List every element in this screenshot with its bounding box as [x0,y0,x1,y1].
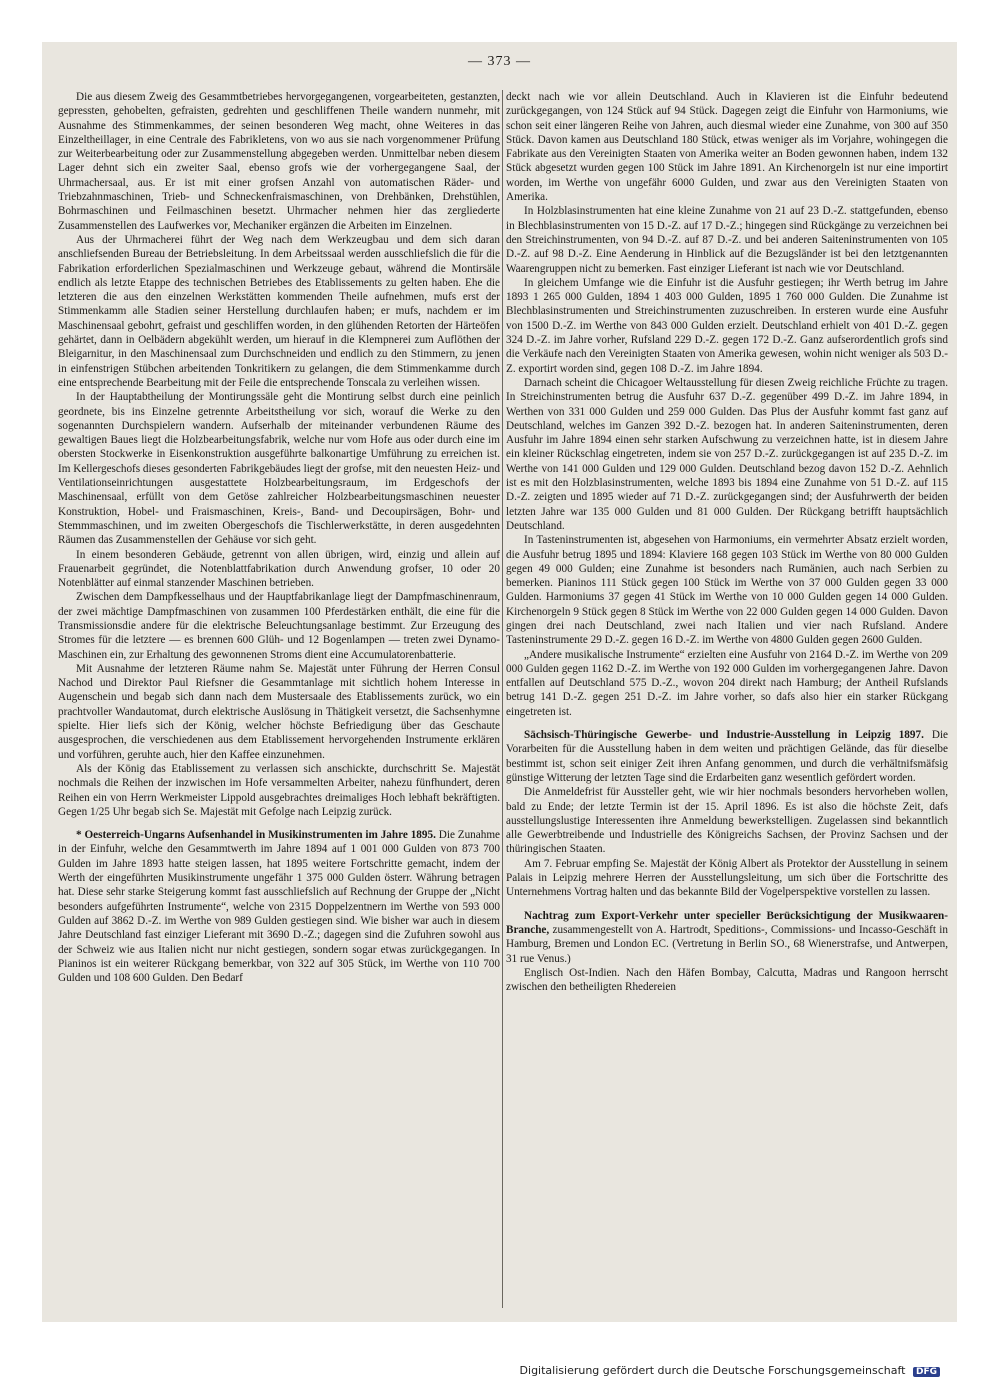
paragraph: In Holzblasinstrumenten hat eine kleine Zunahme von 21 auf 23 D.-Z. stattgefunden, ebenso in Blechblasinstrumenten von 15 D.-Z. auf 17 D.-Z.; hingegen sind Rückgänge zu verzeichnen bei den Streichinstrumenten, von 94 D.-Z. auf 87 D.-Z. und bei anderen Saiteninstrumenten von 105 D.-Z. auf 98 D.-Z. Eine Aenderung in Hinblick auf die Bezugsländer ist bei den letztgenannten Waarengruppen nicht zu bemerken. Fast einziger Lieferant ist nach wie vor Deutschland. [506,205,948,275]
article-text: Die Vorarbeiten für die Ausstellung haben in dem weiten und prächtigen Gelände, das für dieselbe bestimmt ist, schon seit einiger Zeit ihren Anfang genommen, und durch die verhältnifsmäfsig günstige Witterung der letzten Tage sind die Erdarbeiten ganz wesentlich gefördert worden. [506,729,948,784]
article-text: Die Zunahme in der Einfuhr, welche den Gesammtwerth im Jahre 1894 auf 1 001 000 Gulden von 873 700 Gulden im Jahre 1893 hatte steigen lassen, hat 1895 weitere Fortschritte gemacht, indem der Werth der eingeführten Musikinstrumente ungefähr 1 375 000 Gulden österr. Währung betragen hat. Diese sehr starke Steigerung kommt fast ausschliefslich auf Rechnung der Gruppe der „Nicht besonders aufgeführten Instrumente“, welche von 2315 Doppelzentnern im Werthe von 593 000 Gulden auf 3862 D.-Z. im Werthe von 989 Gulden gestiegen sind. Wie bisher war auch in diesem Jahre Deutschland fast einziger Lieferant mit 3690 D.-Z.; dagegen sind die Zufuhren sowohl aus der Schweiz wie aus Italien nicht nur nicht gestiegen, sondern sogar etwas zurückgegangen. In Pianinos ist ein weiterer Rückgang bemerkbar, von 322 auf 305 Stück, im Werthe von 110 700 Gulden und 108 600 Gulden. Den Bedarf [58,829,500,985]
paragraph: Die aus diesem Zweig des Gesammtbetriebes hervorgegangenen, vorgearbeiteten, gestanzten, gepressten, gehobelten, gefraisten, gedrehten und geschliffenen Theile wandern nunmehr, mit Ausnahme des Stimmenkammes, der seinen besonderen Weg macht, ohne Weiteres in das Einzeltheillager, in eine Centrale des Fabrikletens, von wo aus sie nach vorgenommener Prüfung zur Weiterbearbeitung oder zur Zusammenstellung abgegeben werden. Unmittelbar neben diesem Lager dehnt sich ein zweiter Saal, ebenso grofs wie der vorhergegangene Saal, der Uhrmachersaal, aus. Er ist mit einer grofsen Anzahl von automatischen Räder- und Triebzahnmaschinen, Trieb- und Schneckenfraismaschinen, von Drehbänken, Drehstühlen, Bohrmaschinen und Feilmaschinen besetzt. Uhrmacher nehmen hier das zergliederte Zusammenstellen des Laufwerkes vor, Mechaniker ergänzen die Arbeiten im Einzelnen. [58,91,500,232]
article-text: zusammengestellt von A. Hartrodt, Speditions-, Commissions- und Incasso-Geschäft in Hamburg, Bremen und London EC. (Vertretung in Berlin SO., 68 Wienerstrafse, und Antwerpen, 31 rue Venus.) [506,923,948,965]
paragraph: „Andere musikalische Instrumente“ erzielten eine Ausfuhr von 2164 D.-Z. im Werthe von 209 000 Gulden gegen 1162 D.-Z. im Werthe von 192 000 Gulden im vorhergegangenen Jahre. Davon entfallen auf Deutschland 575 D.-Z., wovon 204 direkt nach Hamburg; der Antheil Rufslands betrug 141 D.-Z. gegen 251 D.-Z. im Jahre vorher, so dafs also hier ein starker Rückgang eingetreten ist. [506,648,948,718]
spacer [506,719,948,728]
paragraph: Darnach scheint die Chicagoer Weltausstellung für diesen Zweig reichliche Früchte zu tragen. In Streichinstrumenten betrug die Ausfuhr 637 D.-Z. gegenüber 499 D.-Z. im Jahre 1894, in Werthen von 331 000 Gulden und 259 000 Gulden. Das Plus der Ausfuhr kommt fast ganz auf Deutschland, welches im Ganzen 392 D.-Z. bezogen hat. In anderen Saiteninstrumenten, deren Ausfuhr im Jahre 1894 einen sehr starken Aufschwung zu verzeichnen hatte, ist in diesem Jahre ein kleiner Rückschlag eingetreten, indem sie von 257 D.-Z. zurückgegangen ist auf 235 D.-Z. im Werthe von 141 000 Gulden und 129 000 Gulden. Deutschland bezog davon 152 D.-Z. Aehnlich ist es mit den Holzblasinstrumenten, welche 1893 bis 1894 eine Zunahme von 51 D.-Z. auf 115 D.-Z. zeigten und 1895 wieder auf 71 D.-Z. zurückgegangen sind; der Ausfuhrwerth der beiden letzten Jahre war 135 000 Gulden und 81 000 Gulden. Der Rückgang betrifft hauptsächlich Deutschland. [506,376,948,532]
article-headline: Sächsisch-Thüringische Gewerbe- und Industrie-Ausstellung in Leipzig 1897. [524,729,924,742]
right-column [506,90,948,1308]
paragraph: Zwischen dem Dampfkesselhaus und der Hauptfabrikanlage liegt der Dampfmaschinenraum, der zwei mächtige Dampfmaschinen von zusammen 100 Pferdestärken enthält, die eine für die Transmissionsdie andere für die elektrische Beleuchtungsanlage bestimmt. Zur Erzeugung des Stromes für die letztere — es brennen 600 Glüh- und 12 Bogenlampen — treten zwei Dynamo-Maschinen ein, zur Erhaltung des gewonnenen Stroms dient eine Accumulatorenbatterie. [58,591,500,661]
article-headline: Nachtrag zum Export-Verkehr unter specieller Berücksichtigung der Musikwaaren-Branche, [506,909,948,936]
paragraph: In einem besonderen Gebäude, getrennt von allen übrigen, wird, einzig und allein auf Frauenarbeit gegründet, die Notenblattfabrikation durch Anwendung grofser, 10 oder 20 Notenblätter auf einmal stanzender Maschinen betrieben. [58,548,500,590]
spacer [58,819,500,828]
article-paragraph [506,728,948,785]
paragraph: In gleichem Umfange wie die Einfuhr ist die Ausfuhr gestiegen; ihr Werth betrug im Jahre 1893 1 265 000 Gulden, 1894 1 403 000 Gulden, 1895 1 760 000 Gulden. Die Zunahme ist Blechblasinstrumenten und Streichinstrumenten zuzuschreiben. In ersteren wurde eine Ausfuhr von 1500 D.-Z. im Werthe von 843 000 Gulden erzielt. Deutschland erhielt von 401 D.-Z. gegen 324 D.-Z. im Jahre vorher, Rufsland 229 D.-Z. gegen 172 D.-Z. Ganz aufserordentlich grofs sind die Verkäufe nach den Vereinigten Staaten von Amerika gewesen, wohin nicht weniger als 503 D.-Z. exportirt worden sind, gegen 108 D.-Z. im Jahre 1894. [506,276,948,375]
footer-text: Digitalisierung gefördert durch die Deutsche Forschungsgemeinschaft [519,1364,906,1377]
paragraph: Aus der Uhrmacherei führt der Weg nach dem Werkzeugbau und dem sich daran anschliefsenden Bureau der Betriebsleitung. In dem Arbeitssaal werden ausschliefslich die für die Fabrikation erforderlichen Spezialmaschinen und Werkzeuge gebaut, während die Montirsäle endlich als letzte Etappe des technischen Betriebes des Etablissements zu gelten haben. Ehe die letzteren die aus den einzelnen Werkstätten kommenden Theile aufnehmen, mufs erst der Stimmenkamm alle Stadien seiner Herstellung durchlaufen haben; er mufs, nachdem er im Maschinensaal gebohrt, gefraist und geschliffen worden, in den glühenden Retorten der Härteöfen gehärtet, dann in Oelbädern abgekühlt werden, um hierauf in die Klempnerei zum Auflöthen der Bleigarnitur, in den Maschinensaal zum Durchschneiden und endlich zu den Stimmern, zu jenen in einfenstrigen Stübchen arbeitenden Tonkritikern zu gelangen, die dem Stimmenkamme durch eine entsprechende Bearbeitung mit der Feile die entsprechende Tonscala zu verleihen wissen. [58,233,500,389]
article-paragraph [58,828,500,985]
left-column [58,90,500,1308]
scanned-page [42,42,957,1322]
page-number: — 373 — [468,54,531,69]
article-paragraph [506,909,948,966]
footer-credit [500,1364,940,1377]
paragraph: In Tasteninstrumenten ist, abgesehen von Harmoniums, ein vermehrter Absatz erzielt worden, die Ausfuhr betrug 1895 und 1894: Klaviere 168 gegen 103 Stück im Werthe von 80 000 Gulden gegen 49 000 Gulden; eine Zunahme ist besonders nach Rumänien, auch nach Serbien zu bemerken. Pianinos 111 Stück gegen 100 Stück im Werthe von 37 000 Gulden gegen 33 000 Gulden. Harmoniums 37 gegen 41 Stück im Werthe von 10 000 Gulden gegen 14 000 Gulden. Kirchenorgeln 9 Stück gegen 8 Stück im Werthe von 22 000 Gulden gegen 14 000 Gulden. Davon gingen drei nach Deutschland, zwei nach Italien und vier nach Rufsland. Andere Tasteninstrumente 29 D.-Z. gegen 16 D.-Z. im Werthe von 4800 Gulden gegen 2600 Gulden. [506,534,948,647]
paragraph: Die Anmeldefrist für Aussteller geht, wie wir hier nochmals besonders hervorheben wollen, bald zu Ende; der letzte Termin ist der 15. April 1896. Es ist also die höchste Zeit, dafs ausstellungslustige Interessenten ihre Anmeldung bewerkstelligen. Zugelassen sind bekanntlich alle Gewerbtreibende und Industrielle des Königreichs Sachsen, der Provinz Sachsen und der thüringischen Staaten. [506,786,948,856]
paragraph: Englisch Ost-Indien. Nach den Häfen Bombay, Calcutta, Madras und Rangoon herrscht zwischen den betheiligten Rhedereien [506,966,948,994]
spacer [506,900,948,909]
paragraph: Als der König das Etablissement zu verlassen sich anschickte, durchschritt Se. Majestät nochmals die Reihen der inzwischen im Hofe versammelten Arbeiter, nahezu fünfhundert, deren Reihen ein von Herrn Werkmeister Lippold ausgebrachtes dreimaliges Hoch lebhaft bekräftigten. Gegen 1/25 Uhr begab sich Se. Majestät mit Gefolge nach Leipzig zurück. [58,762,500,818]
paragraph: Mit Ausnahme der letzteren Räume nahm Se. Majestät unter Führung der Herren Consul Nachod und Direktor Paul Riefsner die Gesammtanlage mit sichtlich hohem Interesse in Augenschein und begab sich dann nach dem Mustersaale des Etablissements zurück, wo ein prachtvoller Wandautomat, durch elektrische Auslösung in Thätigkeit versetzt, die Sachsenhymne spielte. Hier liefs sich der König, welcher höchste Befriedigung über das Geschaute ausgesprochen, die verschiedenen aus dem Etablissement hervorgehenden Instrumente erklären und vorführen, geruhte auch, hier den Kaffee einzunehmen. [58,662,500,761]
paragraph: Am 7. Februar empfing Se. Majestät der König Albert als Protektor der Ausstellung in seinem Palais in Leipzig mehrere Herren der Ausstellungsleitung, um sich über die Fortschritte des Unternehmens Vortrag halten und das bekannte Bild der Vogelperspektive vorstellen zu lassen. [506,857,948,899]
dfg-logo: DFG [913,1367,940,1377]
paragraph: deckt nach wie vor allein Deutschland. Auch in Klavieren ist die Einfuhr bedeutend zurückgegangen, von 124 Stück auf 94 Stück. Dagegen zeigt die Einfuhr von Harmoniums, wie schon seit einer längeren Reihe von Jahren, auch diesmal wieder eine Zunahme, von 300 auf 350 Stück. Davon kamen aus Deutschland 180 Stück, etwas weniger als im Vorjahre, wohingegen die Fabrikate aus den Vereinigten Staaten von Amerika weiter an Boden gewonnen haben, indem 132 Stück abgesetzt wurden gegen 100 Stück im Jahre 1891. An Kirchenorgeln ist nur eine importirt worden, im Werthe von ungefähr 6000 Gulden, und zwar aus den Vereinigten Staaten von Amerika. [506,91,948,204]
paragraph: In der Hauptabtheilung der Montirungssäle geht die Montirung selbst durch eine peinlich geordnete, bis ins Einzelne getrennte Arbeitstheilung vor sich, worauf die Werke zu den sogenannten Durchspielern wandern. Aufserhalb der miteinander verbundenen Räume des gewaltigen Baues liegt die Holzbearbeitungsfabrik, welche nur vom Hofe aus oder durch eine im obersten Stockwerke in Eisenkonstruktion ausgeführte balkonartige Umführung zu erreichen ist. Im Kellergeschofs dieses gesonderten Fabrikgebäudes liegt der grofse, mit den neuesten Heiz- und Ventilationseinrichtungen ausgestattete Holzbearbeitungsraum, im Erdgeschofs der Maschinensaal, erfüllt von dem Getöse zahlreicher Holzbearbeitungsmaschinen neuester Konstruktion, Hobel- und Fraismaschinen, Kreis-, Band- und Decoupirsägen, Bohr- und Stemmmaschinen, und im zweiten Obergeschofs die Tischlerwerkstätte, in deren ausgedehnten Räumen das Zusammenstellen der Gehäuse vor sich geht. [58,391,500,547]
article-headline: * Oesterreich-Ungarns Aufsenhandel in Musikinstrumenten im Jahre 1895. [76,829,436,842]
column-divider [502,90,503,1308]
